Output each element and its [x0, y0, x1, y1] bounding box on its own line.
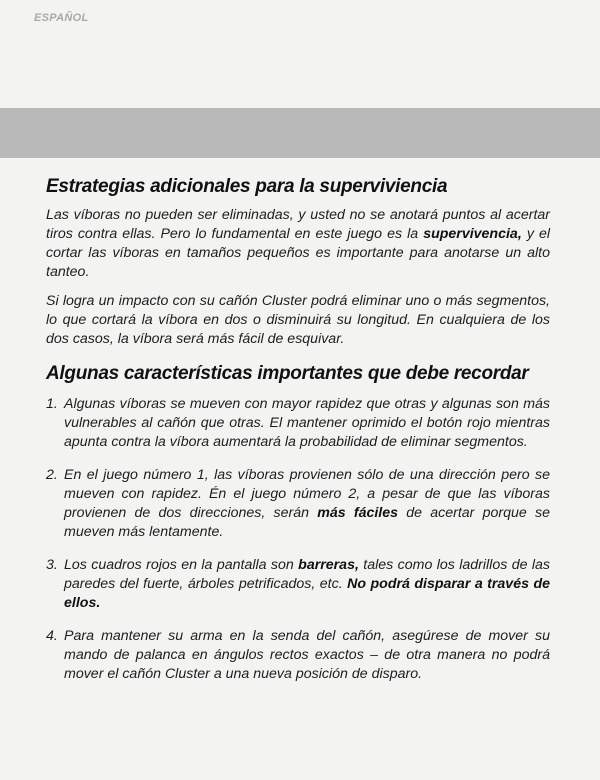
list-number: 3.: [46, 557, 58, 573]
strategies-paragraph-1: [46, 206, 550, 282]
section-title-strategies: Estrategias adicionales para la superviviencia: [46, 176, 448, 197]
list-item: [46, 466, 550, 542]
strategies-paragraph-2: Si logra un impacto con su cañón Cluster podrá eliminar uno o más segmentos, lo que cortará la víbora en dos o disminuirá su longitud. En cualquiera de los dos casos, la víbora será más fácil de esquivar.: [46, 293, 550, 347]
list-text: Los cuadros rojos en la pantalla son: [64, 557, 299, 573]
section-title-features: Algunas características importantes que debe recordar: [46, 363, 529, 384]
list-item: [46, 395, 550, 452]
list-number: 1.: [46, 396, 58, 412]
list-number: 4.: [46, 628, 58, 644]
emphasis-text: barreras,: [298, 557, 359, 573]
language-label: ESPAÑOL: [34, 12, 89, 24]
list-text: tales como los ladrillos de las paredes del fuerte, árboles petrificados, etc.: [64, 557, 551, 592]
list-number: 2.: [46, 467, 58, 483]
emphasis-text: supervivencia,: [423, 226, 522, 242]
emphasis-text: más fáciles: [317, 505, 399, 521]
paragraph-text: Las víboras no pueden ser eliminadas, y usted no se anotará puntos al acertar tiros contra ellas. Pero lo fundamental en este juego es la: [46, 207, 550, 242]
list-text: Algunas víboras se mueven con mayor rapidez que otras y algunas son más vulnerables al cañón que otras. El mantener oprimido el botón rojo mientras apunta contra la víbora aumentará la probabilidad de eliminar segmentos.: [64, 396, 550, 450]
features-list: [46, 395, 550, 684]
gray-header-band: [0, 108, 600, 158]
paragraph-text: y el cortar las víboras en tamaños pequeños es importante para anotarse un alto tanteo.: [46, 226, 550, 280]
page-content: [46, 176, 550, 698]
list-text: Para mantener su arma en la senda del cañón, asegúrese de mover su mando de palanca en ángulos rectos exactos – de otra manera no podrá mover el cañón Cluster a una nueva posición de disparo.: [64, 628, 550, 682]
list-item: [46, 627, 550, 684]
emphasis-text: No podrá disparar a través de ellos.: [64, 576, 550, 611]
list-text: En el juego número 1, las víboras provienen sólo de una dirección pero se mueven con rapidez. Én el juego número 2, a pesar de que las víboras provienen de dos direcciones, serán: [64, 467, 550, 521]
list-item: [46, 556, 550, 613]
list-text: de acertar porque se mueven más lentamente.: [64, 505, 550, 540]
